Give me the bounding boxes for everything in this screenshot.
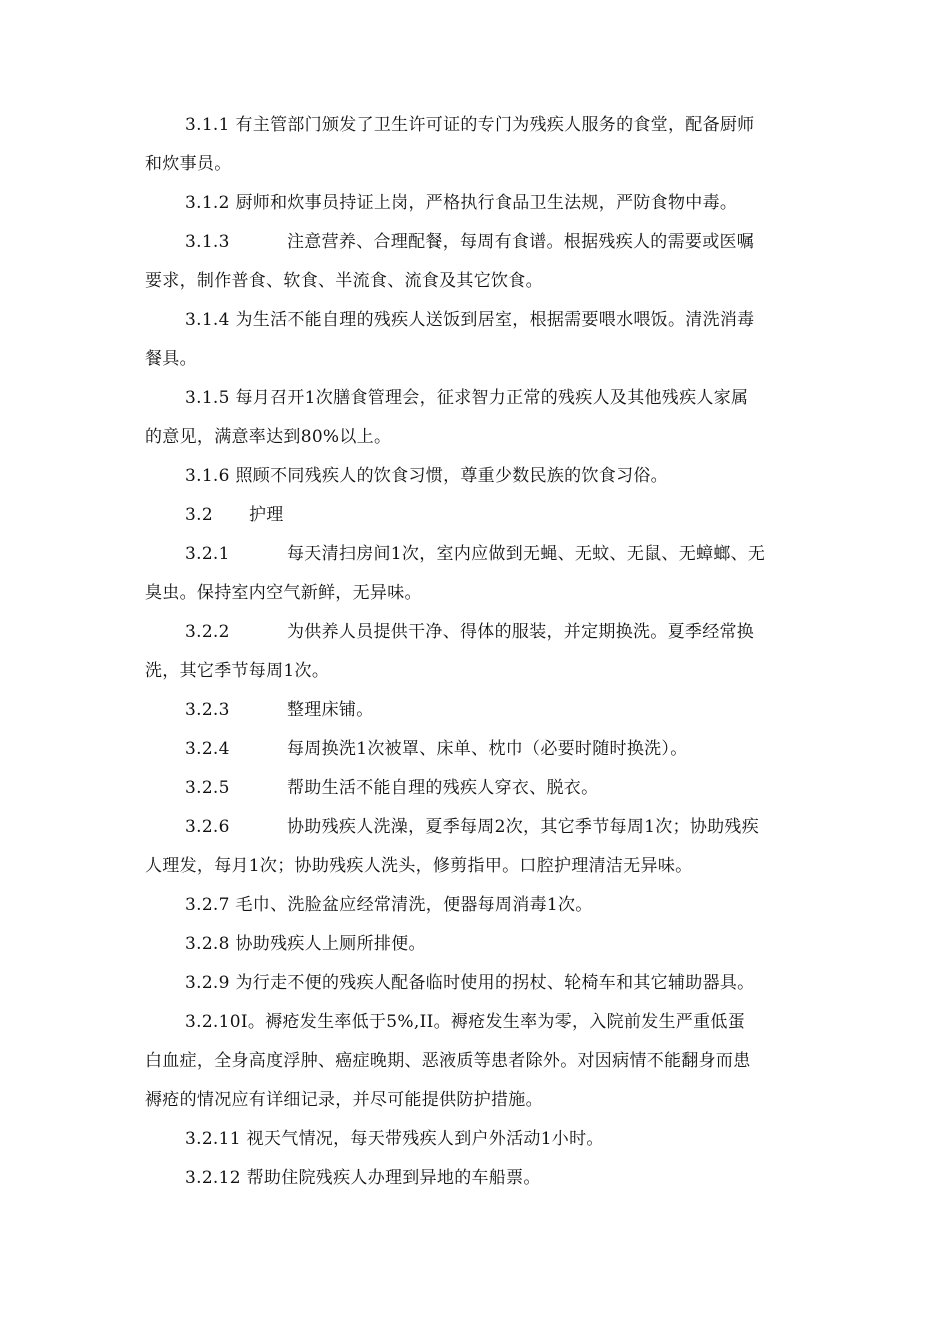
section-number: 3.2	[185, 505, 213, 525]
paragraph-text: 餐具。	[145, 349, 197, 369]
paragraph-text: 的意见，满意率达到80%以上。	[145, 427, 392, 447]
paragraph-3-2-4	[145, 730, 805, 769]
paragraph-3-1-3	[145, 223, 805, 301]
paragraph-3-2-2	[145, 613, 805, 691]
section-heading-3-2	[145, 496, 805, 535]
paragraph-text: 洗，其它季节每周1次。	[145, 661, 330, 681]
paragraph-3-1-1	[145, 106, 805, 184]
paragraph-3-1-4	[145, 301, 805, 379]
paragraph-text: 和炊事员。	[145, 154, 232, 174]
section-number: 3.1.2	[185, 193, 230, 213]
paragraph-3-2-9	[145, 964, 805, 1003]
paragraph-text: 有主管部门颁发了卫生许可证的专门为残疾人服务的食堂，配备厨师	[235, 115, 755, 135]
paragraph-text: 厨师和炊事员持证上岗，严格执行食品卫生法规，严防食物中毒。	[235, 193, 738, 213]
paragraph-text: 毛巾、洗脸盆应经常清洗，便器每周消毒1次。	[235, 895, 593, 915]
paragraph-text: 褥疮的情况应有详细记录，并尽可能提供防护措施。	[145, 1090, 543, 1110]
paragraph-text: 整理床铺。	[287, 700, 374, 720]
paragraph-text: 协助残疾人洗澡，夏季每周2次，其它季节每周1次；协助残疾	[287, 817, 760, 837]
section-title: 护理	[249, 505, 284, 525]
paragraph-text: 为生活不能自理的残疾人送饭到居室，根据需要喂水喂饭。清洗消毒	[235, 310, 755, 330]
section-number: 3.1.6	[185, 466, 230, 486]
paragraph-3-2-3	[145, 691, 805, 730]
section-number: 3.2.5	[185, 778, 230, 798]
section-number: 3.2.12	[185, 1168, 241, 1188]
section-number: 3.2.6	[185, 817, 230, 837]
section-number: 3.2.8	[185, 934, 230, 954]
paragraph-3-2-12	[145, 1159, 805, 1198]
paragraph-3-2-10	[145, 1003, 805, 1120]
section-number: 3.2.3	[185, 700, 230, 720]
paragraph-text: 为供养人员提供干净、得体的服装，并定期换洗。夏季经常换	[287, 622, 755, 642]
paragraph-text: 每周换洗1次被罩、床单、枕巾（必要时随时换洗）。	[287, 739, 688, 759]
paragraph-text: 注意营养、合理配餐，每周有食谱。根据残疾人的需要或医嘱	[287, 232, 755, 252]
section-number: 3.2.11	[185, 1129, 241, 1149]
section-number: 3.2.2	[185, 622, 230, 642]
section-number: 3.2.4	[185, 739, 230, 759]
section-number: 3.1.1	[185, 115, 230, 135]
section-number: 3.1.5	[185, 388, 230, 408]
paragraph-text: 每月召开1次膳食管理会，征求智力正常的残疾人及其他残疾人家属	[235, 388, 749, 408]
paragraph-3-1-6	[145, 457, 805, 496]
paragraph-3-1-2	[145, 184, 805, 223]
paragraph-text: 视天气情况，每天带残疾人到户外活动1小时。	[246, 1129, 604, 1149]
paragraph-text: 每天清扫房间1次，室内应做到无蝇、无蚊、无鼠、无蟑螂、无	[287, 544, 766, 564]
paragraph-text: 人理发，每月1次；协助残疾人洗头，修剪指甲。口腔护理清洁无异味。	[145, 856, 693, 876]
paragraph-3-2-8	[145, 925, 805, 964]
paragraph-text: 帮助住院残疾人办理到异地的车船票。	[246, 1168, 541, 1188]
section-number: 3.2.10	[185, 1012, 241, 1032]
paragraph-text: 为行走不便的残疾人配备临时使用的拐杖、轮椅车和其它辅助器具。	[235, 973, 755, 993]
paragraph-text: 臭虫。保持室内空气新鲜，无异味。	[145, 583, 422, 603]
paragraph-text: 白血症，全身高度浮肿、癌症晚期、恶液质等患者除外。对因病情不能翻身而患	[145, 1051, 751, 1071]
section-number: 3.1.3	[185, 232, 230, 252]
paragraph-3-2-6	[145, 808, 805, 886]
section-number: 3.1.4	[185, 310, 230, 330]
paragraph-text: 照顾不同残疾人的饮食习惯，尊重少数民族的饮食习俗。	[235, 466, 668, 486]
section-number: 3.2.7	[185, 895, 230, 915]
section-number: 3.2.9	[185, 973, 230, 993]
paragraph-text: 协助残疾人上厕所排便。	[235, 934, 426, 954]
paragraph-text: 帮助生活不能自理的残疾人穿衣、脱衣。	[287, 778, 599, 798]
paragraph-3-2-11	[145, 1120, 805, 1159]
paragraph-text: 要求，制作普食、软食、半流食、流食及其它饮食。	[145, 271, 543, 291]
paragraph-3-2-5	[145, 769, 805, 808]
paragraph-3-1-5	[145, 379, 805, 457]
section-number: 3.2.1	[185, 544, 230, 564]
paragraph-3-2-7	[145, 886, 805, 925]
paragraph-text: I。褥疮发生率低于5%,II。褥疮发生率为零，入院前发生严重低蛋	[240, 1012, 745, 1032]
paragraph-3-2-1	[145, 535, 805, 613]
